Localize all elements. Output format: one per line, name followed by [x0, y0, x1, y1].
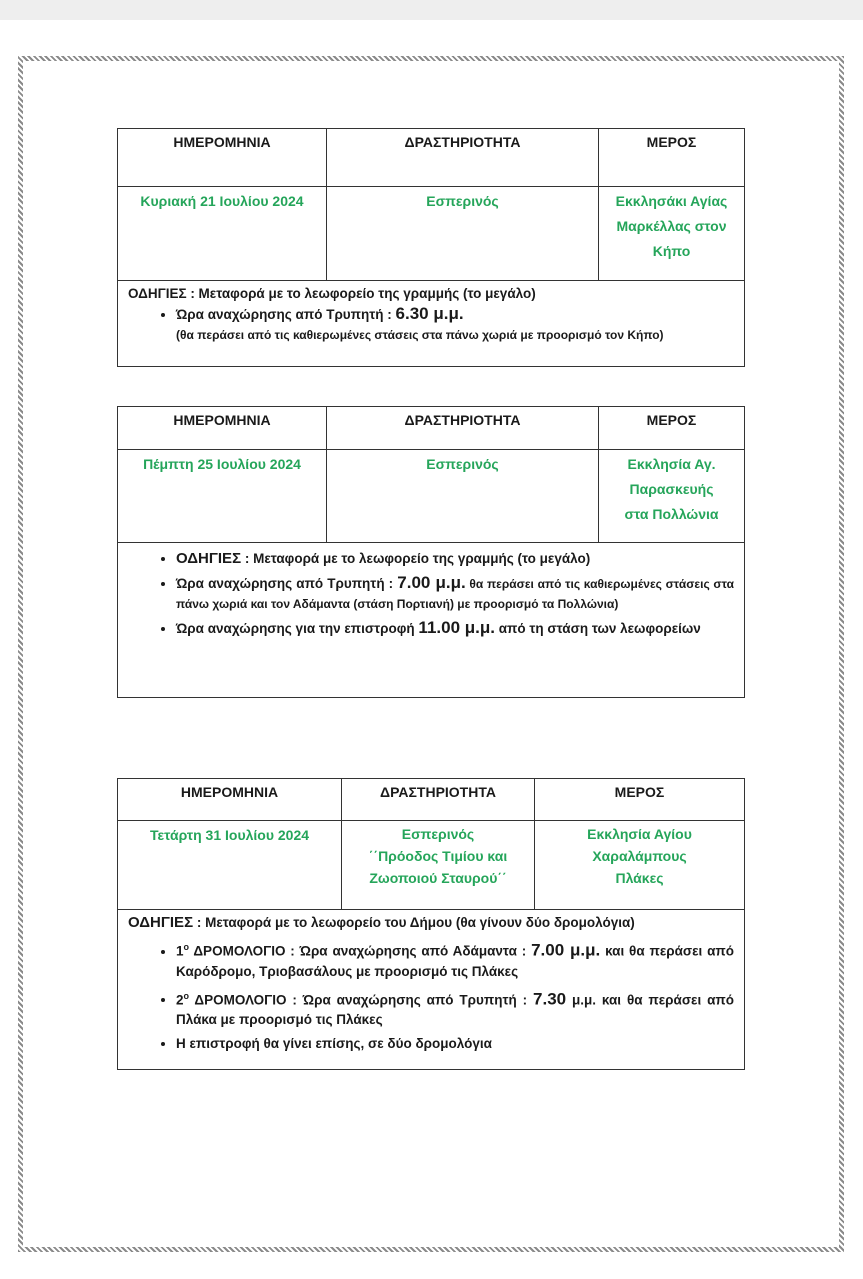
place-line: Κήπο — [652, 243, 691, 259]
place-line: Μαρκέλλας στον — [616, 218, 727, 234]
list-item: • Η επιστροφή θα γίνει επίσης, σε δύο δρομολόγια — [176, 1034, 734, 1054]
header-place: ΜΕΡΟΣ — [599, 129, 745, 187]
list-item: • $2^o$ ΔΡΟΜΟΛΟΓΙΟ : Ώρα αναχώρησης από Τρυπητή : 7.30 μ.μ. και θα περάσει από Πλάκα με προορισμό τις Πλάκες — [176, 986, 734, 1031]
activity-line: Ζωοποιού Σταυρού΄΄ — [369, 870, 507, 886]
event-place — [599, 187, 745, 281]
activity-line: Εσπερινός — [401, 826, 475, 842]
departure-time: 7.30 — [533, 989, 567, 1008]
route-note: (θα περάσει από τις καθιερωμένες στάσεις στα πάνω χωριά με προορισμό τον Κήπο) — [176, 328, 664, 342]
list-item: • $1^o$ ΔΡΟΜΟΛΟΓΙΟ : Ώρα αναχώρησης από Αδάμαντα : 7.00 μ.μ. και θα περάσει από Καρόδρομο, Τριοβασάλους με προορισμό τις Πλάκες — [176, 937, 734, 982]
list-item: • Ώρα αναχώρησης από Τρυπητή : 6.30 μ.μ. — [176, 304, 734, 325]
instructions-label: ΟΔΗΓΙΕΣ — [176, 550, 242, 567]
list-item — [176, 549, 734, 569]
instructions-list — [128, 549, 734, 639]
place-line: Εκκλησάκι Αγίας — [615, 193, 728, 209]
event-place — [599, 450, 745, 543]
departure-time: 7.00 μ.μ. — [531, 940, 601, 960]
place-line: Εκκλησία Αγίου — [587, 826, 692, 842]
return-time: 11.00 μ.μ. — [418, 618, 495, 637]
list-item: • Ώρα αναχώρησης για την επιστροφή 11.00 μ.μ. από τη στάση των λεωφορείων — [176, 618, 734, 639]
instructions — [118, 543, 745, 698]
activity-line: ΄΄Πρόοδος Τιμίου και — [368, 848, 508, 864]
header-date: ΗΜΕΡΟΜΗΝΙΑ — [118, 779, 342, 821]
schedule-table-3 — [117, 778, 745, 1070]
list-item: • Ώρα αναχώρησης από Τρυπητή : 7.00 μ.μ. θα περάσει από τις καθιερωμένες στάσεις στα πάνω χωριά και τον Αδάμαντα (στάση Πορτιανή) με προορισμό τα Πολλώνια) — [176, 573, 734, 614]
instructions-text: : Μεταφορά με το λεωφορείο της γραμμής (το μεγάλο) — [241, 551, 591, 566]
header-date: ΗΜΕΡΟΜΗΝΙΑ — [118, 129, 327, 187]
place-line: Παρασκευής — [629, 481, 714, 497]
header-activity: ΔΡΑΣΤΗΡΙΟΤΗΤΑ — [327, 129, 599, 187]
instructions-lead — [128, 913, 734, 933]
instructions-text: : Μεταφορά με το λεωφορείο της γραμμής (το μεγάλο) — [186, 286, 536, 301]
event-place — [535, 821, 745, 910]
event-activity: Εσπερινός — [327, 450, 599, 543]
place-line: Εκκλησία Αγ. — [627, 456, 716, 472]
header-activity: ΔΡΑΣΤΗΡΙΟΤΗΤΑ — [342, 779, 535, 821]
place-line: στα Πολλώνια — [624, 506, 719, 522]
instructions-text: : Μεταφορά με το λεωφορείο του Δήμου (θα γίνουν δύο δρομολόγια) — [193, 915, 635, 930]
schedule-table-1 — [117, 128, 745, 367]
header-date: ΗΜΕΡΟΜΗΝΙΑ — [118, 407, 327, 450]
top-bar — [0, 0, 863, 20]
header-activity: ΔΡΑΣΤΗΡΙΟΤΗΤΑ — [327, 407, 599, 450]
place-line: Χαραλάμπους — [592, 848, 687, 864]
event-activity: Εσπερινός — [327, 187, 599, 281]
departure-time: 7.00 μ.μ. — [397, 573, 466, 592]
instructions — [118, 281, 745, 367]
header-place: ΜΕΡΟΣ — [535, 779, 745, 821]
event-activity — [342, 821, 535, 910]
instructions-list — [128, 304, 734, 325]
instructions-list — [128, 937, 734, 1054]
place-line: Πλάκες — [615, 870, 664, 886]
instructions-lead — [128, 284, 734, 304]
schedule-table-2 — [117, 406, 745, 698]
instructions-label: ΟΔΗΓΙΕΣ — [128, 914, 194, 931]
instructions-label: ΟΔΗΓΙΕΣ — [128, 286, 187, 301]
instructions — [118, 910, 745, 1070]
event-date: Πέμπτη 25 Ιουλίου 2024 — [118, 450, 327, 543]
departure-time: 6.30 μ.μ. — [395, 304, 464, 323]
event-date: Τετάρτη 31 Ιουλίου 2024 — [118, 821, 342, 910]
header-place: ΜΕΡΟΣ — [599, 407, 745, 450]
event-date: Κυριακή 21 Ιουλίου 2024 — [118, 187, 327, 281]
